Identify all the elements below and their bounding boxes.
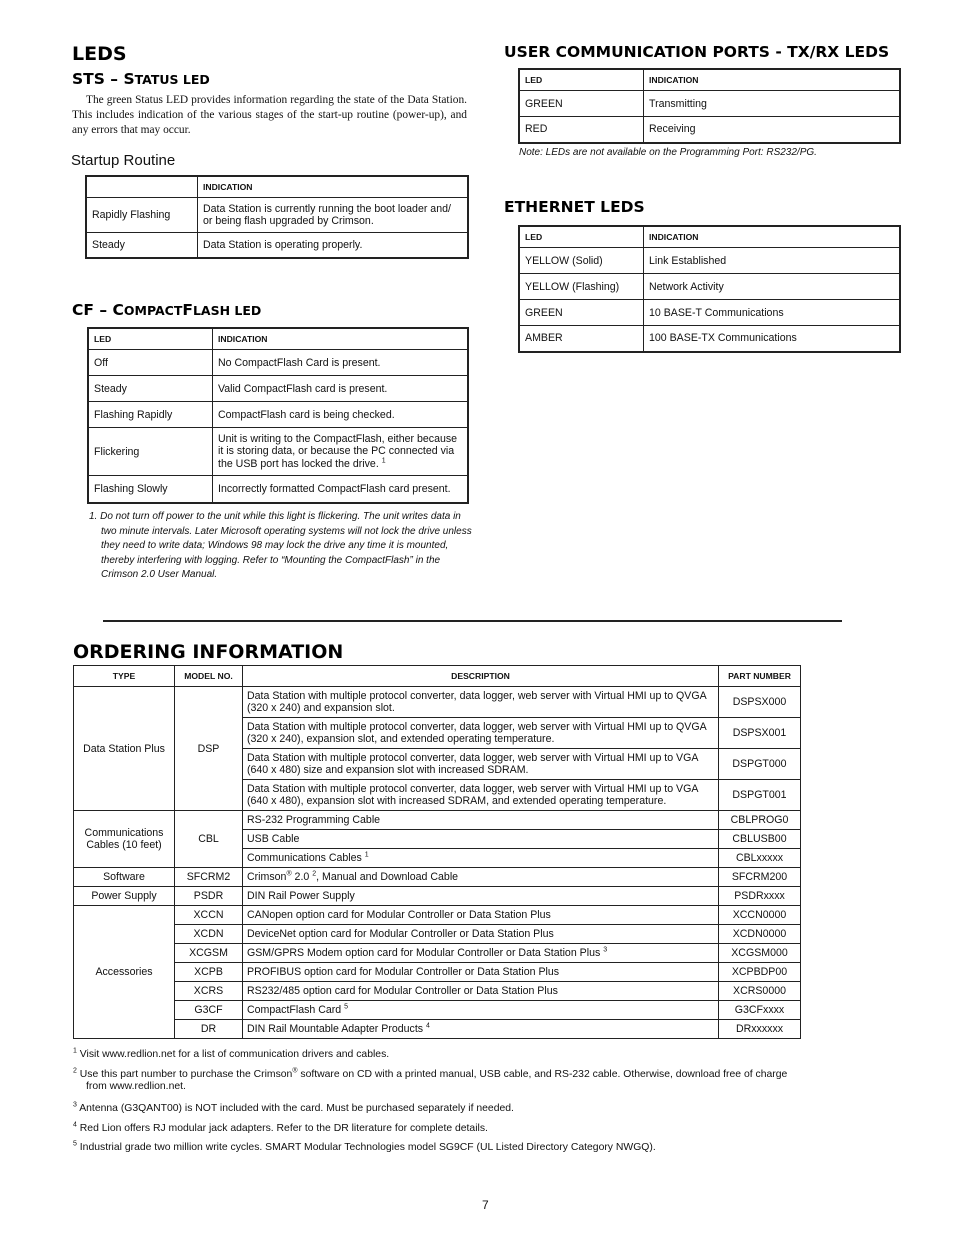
table-row: Communications Cables $^1$ CBLxxxxx (74, 849, 801, 868)
table-row: XCPB PROFIBUS option card for Modular Controller or Data Station Plus XCPBDP00 (74, 963, 801, 982)
table-row: XCRS RS232/485 option card for Modular Controller or Data Station Plus XCRS0000 (74, 982, 801, 1001)
cf-table: LED INDICATION Off No CompactFlash Card is present. Steady Valid CompactFlash card is present. Flashing Rapidly CompactFlash card is being checked. Flickering Unit is writing to the CompactFlash, either because it is storing data, or because the PC connected via the USB port has locked the drive. $^1$ Flashing Slowly Incorrectly formatted CompactFlash card present. (87, 327, 469, 504)
table-row: Steady Valid CompactFlash card is present. (88, 376, 468, 402)
footnote-3: $^3$ Antenna (G3QANT00) is NOT included with the card. Must be purchased separately if needed. (73, 1101, 514, 1114)
table-row: XCDN DeviceNet option card for Modular Controller or Data Station Plus XCDN0000 (74, 925, 801, 944)
table-row: Flashing Rapidly CompactFlash card is being checked. (88, 402, 468, 428)
table-row: GREEN 10 BASE-T Communications (519, 300, 900, 326)
startup-table: INDICATION Rapidly Flashing Data Station is currently running the boot loader and/ or being flash upgraded by Crimson. Steady Data Station is operating properly. (85, 175, 469, 259)
footnote-4: $^4$ Red Lion offers RJ modular jack adapters. Refer to the DR literature for complete details. (73, 1121, 488, 1134)
table-row: RED Receiving (519, 117, 900, 143)
table-row: GREEN Transmitting (519, 91, 900, 117)
table-row: DR DIN Rail Mountable Adapter Products $^4$ DRxxxxxx (74, 1020, 801, 1039)
footnote-2: $^2$ Use this part number to purchase the Crimson® software on CD with a printed manual, USB cable, and RS-232 cable. Otherwise, download free of charge from www.redlion.net. (73, 1067, 788, 1092)
ordering-table: TYPE MODEL NO. DESCRIPTION PART NUMBER Data Station Plus DSP Data Station with multiple protocol converter, data logger, web server with Virtual HMI up to QVGA (320 x 240) and expansion slot. DSPSX000 Data Station with multiple protocol converter, data logger, web server with Virtual HMI up to QVGA (320 x 240), expansion slot, and extended operating temperature. DSPSX001 Data Station with multiple protocol converter, data logger, web server with Virtual HMI up to VGA (640 x 480) size and expansion slot with increased SDRAM. DSPGT000 Data Station with multiple protocol converter, data logger, web server with Virtual HMI up to VGA (640 x 480), expansion slot with increased SDRAM, and extended operating temperature. DSPGT001 Communications Cables (10 feet) CBL RS-232 Programming Cable CBLPROG0 USB Cable CBLUSB00 Communications Cables $^1$ CBLxxxxx Software SFCRM2 Crimson® 2.0 $^2$, Manual and Download Cable SFCRM200 Power Supply PSDR DIN Rail Power Supply PSDRxxxx Accessories XCCN CANopen option card for Modular Controller or Data Station Plus XCCN0000 XCDN DeviceNet option card for Modular Controller or Data Station Plus XCDN0000 XCGSM GSM/GPRS Modem option card for Modular Controller or Data Station Plus $^3$ XCGSM000 XCPB PROFIBUS option card for Modular Controller or Data Station Plus XCPBDP00 XCRS RS232/485 option card for Modular Controller or Data Station Plus XCRS0000 G3CF CompactFlash Card $^5$ G3CFxxxx DR DIN Rail Mountable Adapter Products $^4$ DRxxxxxx (73, 665, 801, 1039)
table-row: Power Supply PSDR DIN Rail Power Supply PSDRxxxx (74, 887, 801, 906)
sts-description: The green Status LED provides information regarding the state of the Data Station. This includes indication of the various stages of the start-up routine (power-up), and any errors that may occur. (72, 94, 467, 136)
table-row: Data Station with multiple protocol converter, data logger, web server with Virtual HMI up to QVGA (320 x 240), expansion slot, and extended operating temperature. DSPSX001 (74, 718, 801, 749)
section-divider (103, 620, 842, 622)
table-row: Steady Data Station is operating properly. (86, 233, 468, 258)
table-row: Flickering Unit is writing to the CompactFlash, either because it is storing data, or because the PC connected via the USB port has locked the drive. $^1$ (88, 428, 468, 476)
table-row: Flashing Slowly Incorrectly formatted CompactFlash card present. (88, 476, 468, 503)
footnote-5: $^5$ Industrial grade two million write cycles. SMART Modular Technologies model SG9CF (UL Listed Directory Category NWGQ). (73, 1140, 656, 1153)
ethernet-title: ETHERNET LEDS (504, 198, 645, 216)
table-row: Accessories XCCN CANopen option card for Modular Controller or Data Station Plus XCCN0000 (74, 906, 801, 925)
table-row: Data Station with multiple protocol converter, data logger, web server with Virtual HMI up to VGA (640 x 480), expansion slot with increased SDRAM, and extended operating temperature. DSPGT001 (74, 780, 801, 811)
leds-title: LEDS (72, 43, 127, 65)
ethernet-table: LED INDICATION YELLOW (Solid) Link Established YELLOW (Flashing) Network Activity GREEN 10 BASE-T Communications AMBER 100 BASE-TX Communications (518, 225, 901, 353)
table-row: AMBER 100 BASE-TX Communications (519, 326, 900, 352)
table-row: XCGSM GSM/GPRS Modem option card for Modular Controller or Data Station Plus $^3$ XCGSM000 (74, 944, 801, 963)
table-row: Communications Cables (10 feet) CBL RS-232 Programming Cable CBLPROG0 (74, 811, 801, 830)
table-row: Software SFCRM2 Crimson® 2.0 $^2$, Manual and Download Cable SFCRM200 (74, 868, 801, 887)
ordering-title: ORDERING INFORMATION (73, 641, 344, 663)
user-ports-table: LED INDICATION GREEN Transmitting RED Receiving (518, 68, 901, 144)
table-row: YELLOW (Solid) Link Established (519, 248, 900, 274)
footnote-1: $^1$ Visit www.redlion.net for a list of communication drivers and cables. (73, 1047, 390, 1060)
cf-footnote: 1. Do not turn off power to the unit while this light is flickering. The unit writes data in two minute intervals. Later Microsoft operating systems will not lock the drive unless they need to write data; Windows 98 may lock the drive any time it is mounted, thereby interfering with logging. Refer to “Mounting the CompactFlash” in the Crimson 2.0 User Manual. (89, 511, 472, 581)
user-ports-title: USER COMMUNICATION PORTS - TX/RX LEDS (504, 43, 890, 61)
table-row: YELLOW (Flashing) Network Activity (519, 274, 900, 300)
cf-title: CF – COMPACTFLASH LED (72, 301, 262, 319)
table-row: Data Station with multiple protocol converter, data logger, web server with Virtual HMI up to VGA (640 x 480) size and expansion slot with increased SDRAM. DSPGT000 (74, 749, 801, 780)
table-row: Rapidly Flashing Data Station is currently running the boot loader and/ or being flash upgraded by Crimson. (86, 198, 468, 233)
startup-routine-title: Startup Routine (71, 152, 176, 169)
table-row: G3CF CompactFlash Card $^5$ G3CFxxxx (74, 1001, 801, 1020)
table-row: Off No CompactFlash Card is present. (88, 350, 468, 376)
table-row: Data Station Plus DSP Data Station with multiple protocol converter, data logger, web server with Virtual HMI up to QVGA (320 x 240) and expansion slot. DSPSX000 (74, 687, 801, 718)
sts-title: STS – STATUS LED (72, 70, 210, 88)
user-ports-note: Note: LEDs are not available on the Programming Port: RS232/PG. (519, 147, 817, 158)
page-number: 7 (482, 1198, 489, 1212)
table-row: USB Cable CBLUSB00 (74, 830, 801, 849)
